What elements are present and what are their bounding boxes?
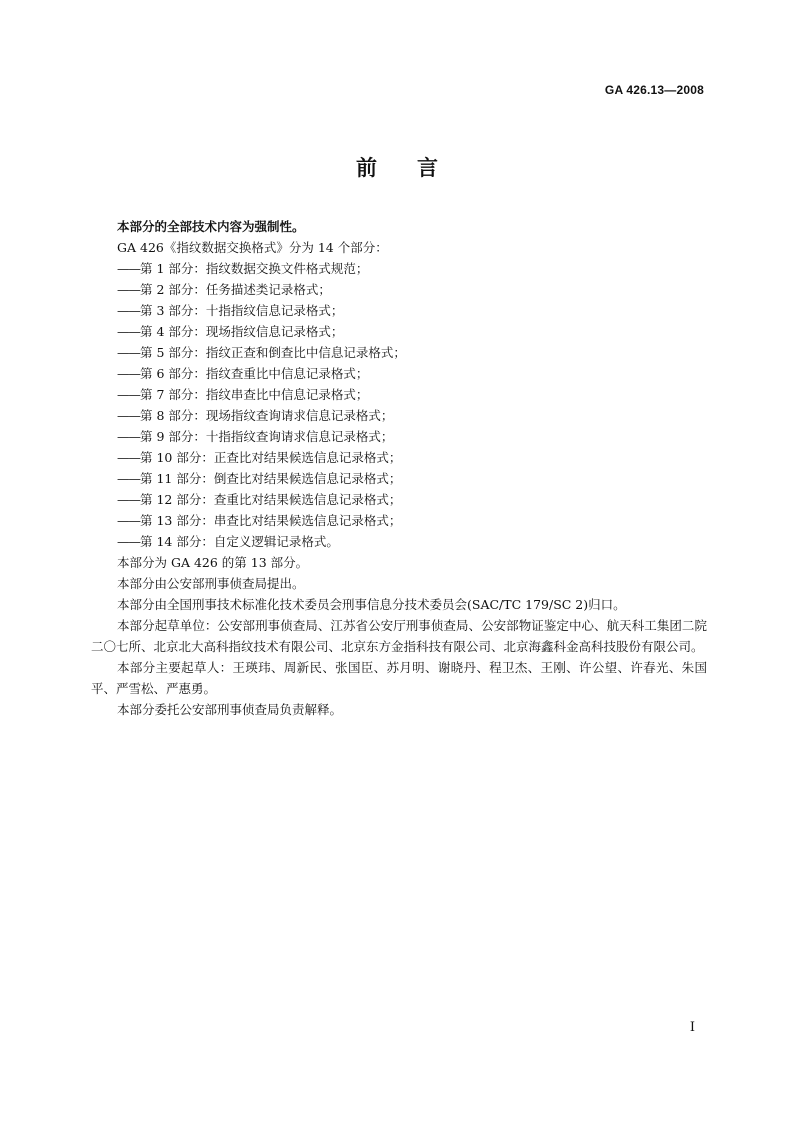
page-number: I xyxy=(689,1020,695,1035)
list-item xyxy=(91,258,707,279)
part-label: 第 1 部分：指纹数据交换文件格式规范； xyxy=(140,261,369,276)
this-part-statement: 本部分为 GA 426 的第 13 部分。 xyxy=(117,555,309,570)
foreword-body xyxy=(91,216,707,720)
dash-marker: —— xyxy=(117,345,140,360)
part-label: 第 2 部分：任务描述类记录格式； xyxy=(140,282,331,297)
part-label: 第 5 部分：指纹正查和倒查比中信息记录格式； xyxy=(140,345,406,360)
dash-marker: —— xyxy=(117,387,140,402)
drafters-statement: 本部分主要起草人：王瑛玮、周新民、张国臣、苏月明、谢晓丹、程卫杰、王刚、许公望、许春光、朱国平、严雪松、严惠勇。 xyxy=(91,660,707,696)
part-label: 第 14 部分：自定义逻辑记录格式。 xyxy=(140,534,339,549)
dash-marker: —— xyxy=(117,492,140,507)
page-title: 前言 xyxy=(356,156,478,180)
part-label: 第 10 部分：正查比对结果候选信息记录格式； xyxy=(140,450,402,465)
dash-marker: —— xyxy=(117,471,140,486)
drafting-units-statement: 本部分起草单位：公安部刑事侦查局、江苏省公安厅刑事侦查局、公安部物证鉴定中心、航天科工集团二院二〇七所、北京北大高科指纹技术有限公司、北京东方金指科技有限公司、北京海鑫科金高科技股份有限公司。 xyxy=(91,618,707,654)
dash-marker: —— xyxy=(117,450,140,465)
dash-marker: —— xyxy=(117,513,140,528)
list-item xyxy=(91,321,707,342)
list-item xyxy=(91,363,707,384)
list-item xyxy=(91,405,707,426)
part-label: 第 4 部分：现场指纹信息记录格式； xyxy=(140,324,344,339)
managed-by-statement: 本部分由全国刑事技术标准化技术委员会刑事信息分技术委员会(SAC/TC 179/SC 2)归口。 xyxy=(117,597,626,612)
list-item xyxy=(91,300,707,321)
interpretation-statement: 本部分委托公安部刑事侦查局负责解释。 xyxy=(117,702,343,717)
part-label: 第 8 部分：现场指纹查询请求信息记录格式； xyxy=(140,408,394,423)
list-item xyxy=(91,468,707,489)
list-item xyxy=(91,531,707,552)
list-item xyxy=(91,426,707,447)
part-label: 第 11 部分：倒查比对结果候选信息记录格式； xyxy=(140,471,402,486)
dash-marker: —— xyxy=(117,408,140,423)
list-item xyxy=(91,447,707,468)
list-item xyxy=(91,279,707,300)
dash-marker: —— xyxy=(117,303,140,318)
part-label: 第 12 部分：查重比对结果候选信息记录格式； xyxy=(140,492,402,507)
list-item xyxy=(91,342,707,363)
dash-marker: —— xyxy=(117,366,140,381)
part-label: 第 9 部分：十指指纹查询请求信息记录格式； xyxy=(140,429,394,444)
proposed-by-statement: 本部分由公安部刑事侦查局提出。 xyxy=(117,576,305,591)
list-item xyxy=(91,510,707,531)
dash-marker: —— xyxy=(117,324,140,339)
part-label: 第 3 部分：十指指纹信息记录格式； xyxy=(140,303,344,318)
list-item xyxy=(91,489,707,510)
part-label: 第 6 部分：指纹查重比中信息记录格式； xyxy=(140,366,369,381)
dash-marker: —— xyxy=(117,261,140,276)
list-item xyxy=(91,384,707,405)
dash-marker: —— xyxy=(117,534,140,549)
structure-statement: GA 426《指纹数据交换格式》分为 14 个部分： xyxy=(117,240,388,255)
parts-list xyxy=(91,258,707,552)
dash-marker: —— xyxy=(117,429,140,444)
mandatory-statement: 本部分的全部技术内容为强制性。 xyxy=(117,219,305,234)
dash-marker: —— xyxy=(117,282,140,297)
document-code: GA 426.13—2008 xyxy=(604,83,704,97)
part-label: 第 13 部分：串查比对结果候选信息记录格式； xyxy=(140,513,402,528)
part-label: 第 7 部分：指纹串查比中信息记录格式； xyxy=(140,387,369,402)
